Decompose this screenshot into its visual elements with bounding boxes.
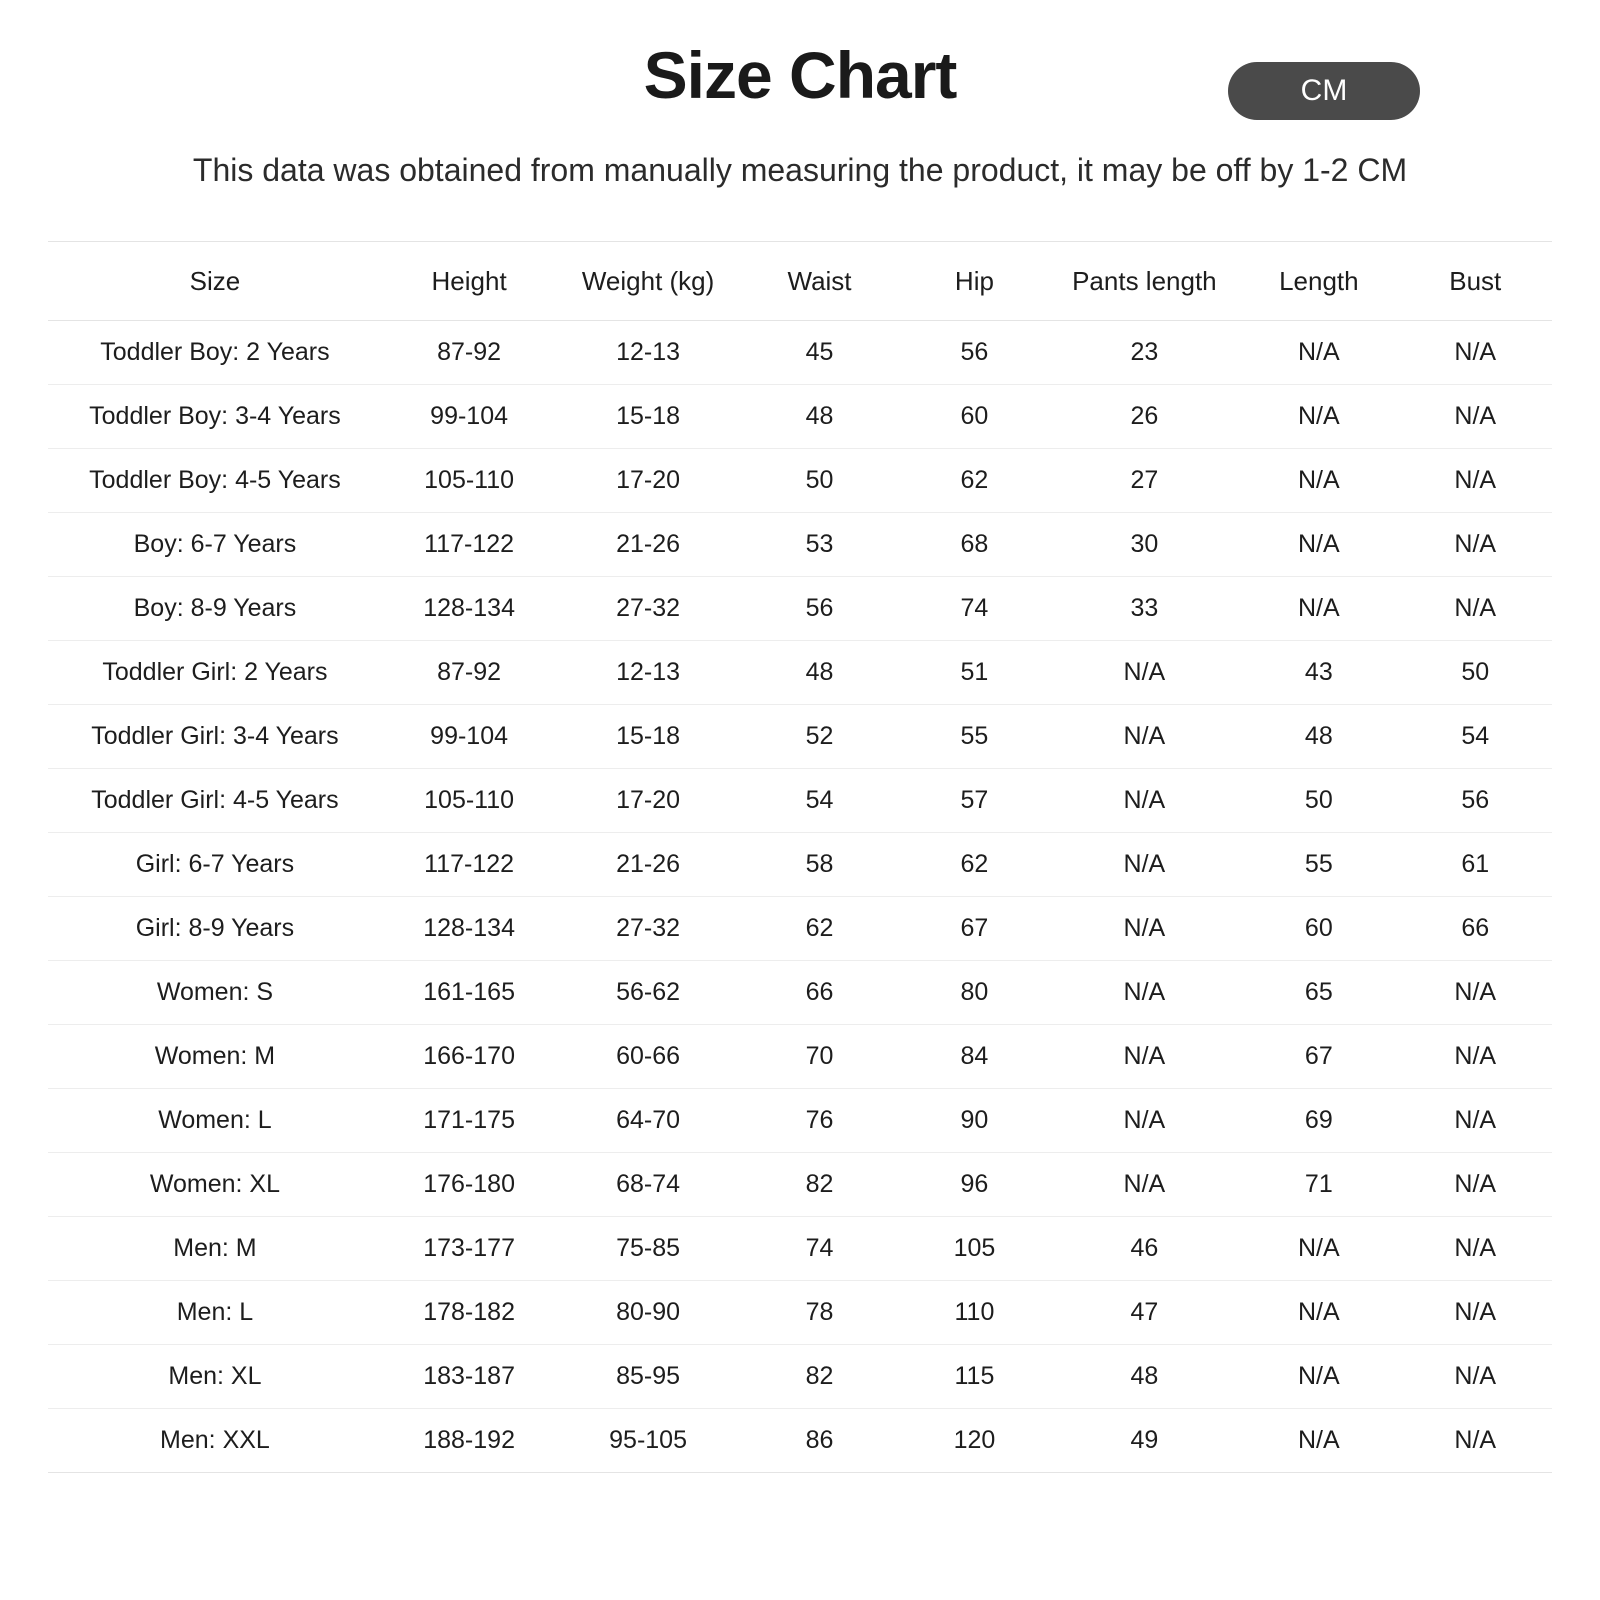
table-cell: 176-180 <box>382 1153 556 1217</box>
column-header-waist: Waist <box>740 242 899 321</box>
table-cell: 68-74 <box>556 1153 739 1217</box>
row-label: Women: M <box>48 1025 382 1089</box>
table-cell: 21-26 <box>556 513 739 577</box>
table-cell: 105-110 <box>382 449 556 513</box>
size-chart-table <box>48 241 1552 1473</box>
table-cell: 33 <box>1050 577 1240 641</box>
row-label: Toddler Boy: 3-4 Years <box>48 385 382 449</box>
table-cell: 62 <box>899 833 1049 897</box>
table-cell: 47 <box>1050 1281 1240 1345</box>
table-cell: N/A <box>1399 449 1552 513</box>
row-label: Girl: 6-7 Years <box>48 833 382 897</box>
column-header-bust: Bust <box>1399 242 1552 321</box>
table-row <box>48 1409 1552 1473</box>
table-cell: 23 <box>1050 321 1240 385</box>
table-cell: N/A <box>1399 577 1552 641</box>
table-header-row <box>48 242 1552 321</box>
table-cell: N/A <box>1399 385 1552 449</box>
table-cell: N/A <box>1050 705 1240 769</box>
table-cell: 61 <box>1399 833 1552 897</box>
table-cell: 117-122 <box>382 833 556 897</box>
table-cell: 27-32 <box>556 897 739 961</box>
table-cell: N/A <box>1050 897 1240 961</box>
table-cell: 71 <box>1239 1153 1398 1217</box>
table-cell: 60 <box>1239 897 1398 961</box>
row-label: Toddler Boy: 4-5 Years <box>48 449 382 513</box>
row-label: Men: XXL <box>48 1409 382 1473</box>
table-cell: 75-85 <box>556 1217 739 1281</box>
table-cell: 17-20 <box>556 769 739 833</box>
table-cell: 87-92 <box>382 641 556 705</box>
row-label: Toddler Boy: 2 Years <box>48 321 382 385</box>
row-label: Women: XL <box>48 1153 382 1217</box>
table-cell: 56-62 <box>556 961 739 1025</box>
row-label: Women: L <box>48 1089 382 1153</box>
table-cell: 15-18 <box>556 705 739 769</box>
table-cell: 99-104 <box>382 705 556 769</box>
table-row <box>48 961 1552 1025</box>
table-cell: 74 <box>740 1217 899 1281</box>
table-cell: 171-175 <box>382 1089 556 1153</box>
table-cell: 173-177 <box>382 1217 556 1281</box>
table-cell: 80 <box>899 961 1049 1025</box>
table-row <box>48 1217 1552 1281</box>
table-cell: 87-92 <box>382 321 556 385</box>
table-cell: N/A <box>1399 513 1552 577</box>
row-label: Women: S <box>48 961 382 1025</box>
table-cell: 62 <box>740 897 899 961</box>
table-cell: 62 <box>899 449 1049 513</box>
table-cell: 12-13 <box>556 641 739 705</box>
table-cell: 66 <box>740 961 899 1025</box>
table-cell: 90 <box>899 1089 1049 1153</box>
table-cell: 66 <box>1399 897 1552 961</box>
table-cell: 48 <box>740 385 899 449</box>
table-cell: 82 <box>740 1345 899 1409</box>
table-cell: 56 <box>1399 769 1552 833</box>
table-cell: 78 <box>740 1281 899 1345</box>
table-cell: 49 <box>1050 1409 1240 1473</box>
table-cell: 48 <box>740 641 899 705</box>
table-cell: 86 <box>740 1409 899 1473</box>
table-cell: 15-18 <box>556 385 739 449</box>
table-row <box>48 449 1552 513</box>
table-cell: N/A <box>1399 1025 1552 1089</box>
table-cell: 120 <box>899 1409 1049 1473</box>
table-cell: 50 <box>1399 641 1552 705</box>
table-cell: 52 <box>740 705 899 769</box>
column-header-size: Size <box>48 242 382 321</box>
row-label: Boy: 8-9 Years <box>48 577 382 641</box>
table-cell: 128-134 <box>382 897 556 961</box>
table-cell: N/A <box>1399 1153 1552 1217</box>
column-header-hip: Hip <box>899 242 1049 321</box>
table-cell: 68 <box>899 513 1049 577</box>
table-cell: 110 <box>899 1281 1049 1345</box>
table-cell: 27-32 <box>556 577 739 641</box>
table-row <box>48 1153 1552 1217</box>
table-cell: 188-192 <box>382 1409 556 1473</box>
table-cell: 54 <box>1399 705 1552 769</box>
table-cell: 105 <box>899 1217 1049 1281</box>
table-cell: 82 <box>740 1153 899 1217</box>
table-row <box>48 641 1552 705</box>
table-cell: N/A <box>1050 961 1240 1025</box>
table-row <box>48 1345 1552 1409</box>
table-cell: N/A <box>1399 1217 1552 1281</box>
table-cell: 74 <box>899 577 1049 641</box>
table-cell: N/A <box>1050 641 1240 705</box>
table-cell: 96 <box>899 1153 1049 1217</box>
table-cell: 60 <box>899 385 1049 449</box>
table-row <box>48 705 1552 769</box>
table-cell: 161-165 <box>382 961 556 1025</box>
table-cell: N/A <box>1050 769 1240 833</box>
table-cell: N/A <box>1050 1089 1240 1153</box>
table-cell: 67 <box>899 897 1049 961</box>
table-cell: 27 <box>1050 449 1240 513</box>
table-header <box>48 242 1552 321</box>
table-cell: 70 <box>740 1025 899 1089</box>
table-cell: 67 <box>1239 1025 1398 1089</box>
table-cell: N/A <box>1239 577 1398 641</box>
column-header-length: Length <box>1239 242 1398 321</box>
row-label: Men: L <box>48 1281 382 1345</box>
table-row <box>48 1025 1552 1089</box>
table-cell: 95-105 <box>556 1409 739 1473</box>
table-cell: 64-70 <box>556 1089 739 1153</box>
row-label: Men: M <box>48 1217 382 1281</box>
table-row <box>48 833 1552 897</box>
table-cell: 178-182 <box>382 1281 556 1345</box>
table-cell: 117-122 <box>382 513 556 577</box>
column-header-weight: Weight (kg) <box>556 242 739 321</box>
table-cell: N/A <box>1399 1089 1552 1153</box>
table-cell: N/A <box>1239 1217 1398 1281</box>
table-cell: 99-104 <box>382 385 556 449</box>
table-cell: 128-134 <box>382 577 556 641</box>
table-cell: 115 <box>899 1345 1049 1409</box>
table-cell: 85-95 <box>556 1345 739 1409</box>
row-label: Men: XL <box>48 1345 382 1409</box>
table-cell: 51 <box>899 641 1049 705</box>
table-cell: 183-187 <box>382 1345 556 1409</box>
table-cell: 12-13 <box>556 321 739 385</box>
table-row <box>48 321 1552 385</box>
table-row <box>48 897 1552 961</box>
table-cell: 48 <box>1050 1345 1240 1409</box>
table-cell: N/A <box>1239 1409 1398 1473</box>
table-cell: 55 <box>899 705 1049 769</box>
table-cell: N/A <box>1050 833 1240 897</box>
table-cell: 58 <box>740 833 899 897</box>
table-cell: 76 <box>740 1089 899 1153</box>
table-cell: 48 <box>1239 705 1398 769</box>
table-cell: 26 <box>1050 385 1240 449</box>
column-header-pants-length: Pants length <box>1050 242 1240 321</box>
table-cell: 55 <box>1239 833 1398 897</box>
table-cell: 53 <box>740 513 899 577</box>
table-cell: N/A <box>1050 1153 1240 1217</box>
table-cell: 43 <box>1239 641 1398 705</box>
table-cell: 21-26 <box>556 833 739 897</box>
table-row <box>48 769 1552 833</box>
table-cell: 84 <box>899 1025 1049 1089</box>
table-row <box>48 1089 1552 1153</box>
table-cell: N/A <box>1239 385 1398 449</box>
table-row <box>48 513 1552 577</box>
row-label: Girl: 8-9 Years <box>48 897 382 961</box>
table-row <box>48 577 1552 641</box>
table-cell: N/A <box>1050 1025 1240 1089</box>
table-cell: 166-170 <box>382 1025 556 1089</box>
row-label: Toddler Girl: 2 Years <box>48 641 382 705</box>
table-cell: N/A <box>1239 1281 1398 1345</box>
table-cell: N/A <box>1239 1345 1398 1409</box>
table-cell: 30 <box>1050 513 1240 577</box>
row-label: Boy: 6-7 Years <box>48 513 382 577</box>
table-cell: N/A <box>1239 513 1398 577</box>
table-cell: 56 <box>740 577 899 641</box>
table-cell: N/A <box>1399 1409 1552 1473</box>
table-cell: 56 <box>899 321 1049 385</box>
column-header-height: Height <box>382 242 556 321</box>
unit-toggle-button[interactable]: CM <box>1228 62 1420 120</box>
table-cell: N/A <box>1399 1345 1552 1409</box>
table-cell: N/A <box>1239 449 1398 513</box>
table-cell: 57 <box>899 769 1049 833</box>
table-cell: 65 <box>1239 961 1398 1025</box>
measurement-disclaimer: This data was obtained from manually measuring the product, it may be off by 1-2 CM <box>192 152 1408 188</box>
table-cell: 17-20 <box>556 449 739 513</box>
row-label: Toddler Girl: 3-4 Years <box>48 705 382 769</box>
table-cell: 46 <box>1050 1217 1240 1281</box>
table-body <box>48 321 1552 1473</box>
table-cell: 60-66 <box>556 1025 739 1089</box>
table-cell: 105-110 <box>382 769 556 833</box>
page-header <box>48 0 1552 148</box>
table-cell: 50 <box>740 449 899 513</box>
table-row <box>48 1281 1552 1345</box>
table-cell: 80-90 <box>556 1281 739 1345</box>
table-cell: 69 <box>1239 1089 1398 1153</box>
table-cell: N/A <box>1399 1281 1552 1345</box>
table-row <box>48 385 1552 449</box>
table-cell: N/A <box>1239 321 1398 385</box>
table-cell: 45 <box>740 321 899 385</box>
table-cell: N/A <box>1399 321 1552 385</box>
table-cell: N/A <box>1399 961 1552 1025</box>
table-cell: 50 <box>1239 769 1398 833</box>
table-cell: 54 <box>740 769 899 833</box>
row-label: Toddler Girl: 4-5 Years <box>48 769 382 833</box>
page-title: Size Chart <box>643 38 957 112</box>
